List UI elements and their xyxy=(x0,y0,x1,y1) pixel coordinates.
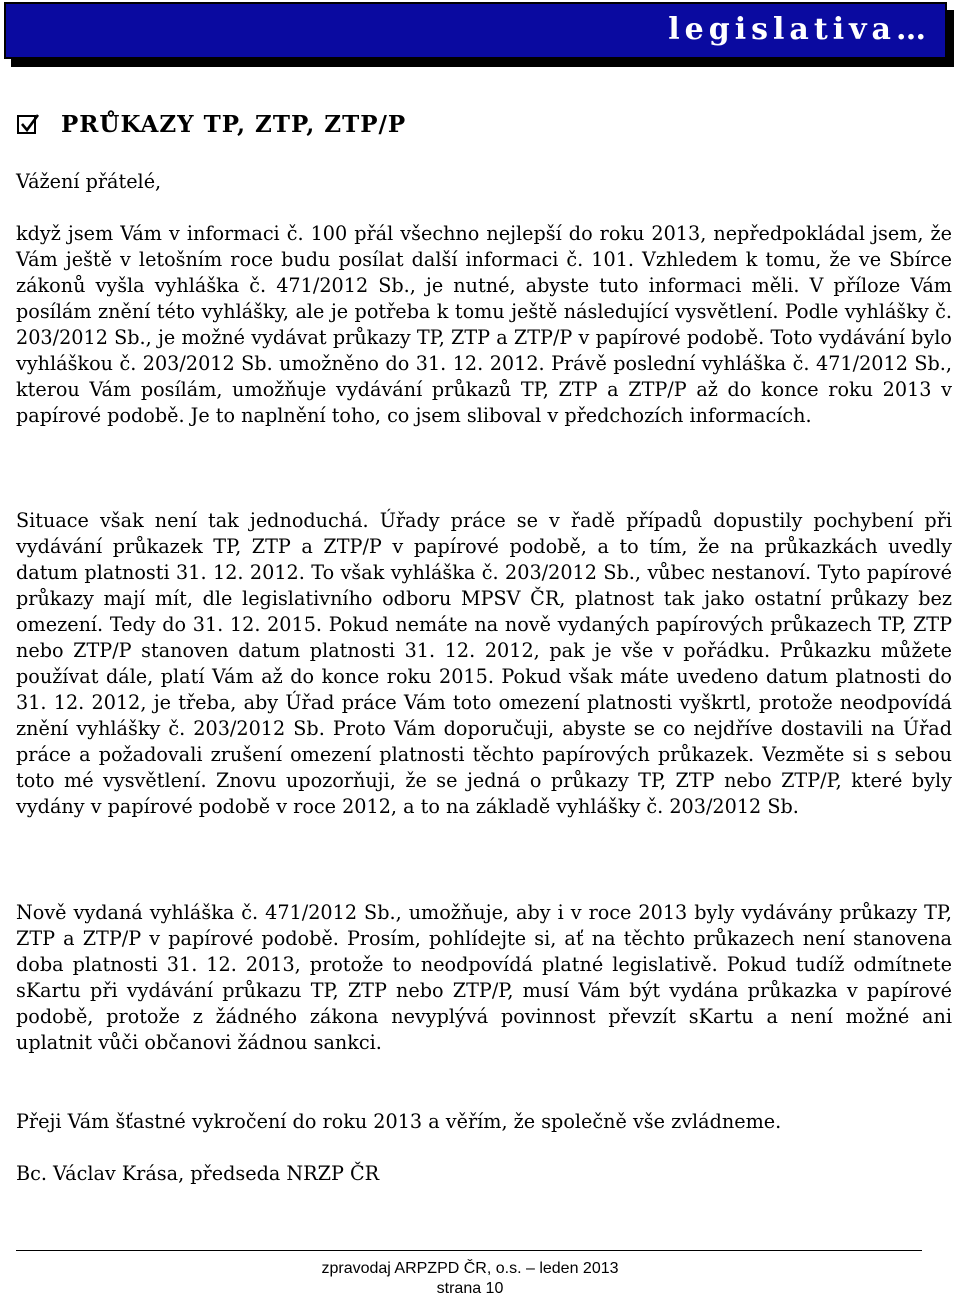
greeting: Vážení přátelé, xyxy=(16,170,162,193)
checkbox-checked-icon xyxy=(17,115,36,134)
body-paragraph-3: Nově vydaná vyhláška č. 471/2012 Sb., umožňuje, aby i v roce 2013 byly vydávány průkazy TP, ZTP a ZTP/P v papírové podobě. Prosím, pohlídejte si, ať na těchto průkazech není stanovena doba platnosti 31. 12. 2013, protože to neodpovídá platné legislativě. Pokud tudíž odmítnete sKartu při vydávání průkazu TP, ZTP nebo ZTP/P, musí Vám být vydána průkazka v papírové podobě, protože z žádného zákona nevyplývá povinnost převzít sKartu a není možné ani uplatnit vůči občanovi žádnou sankci. xyxy=(16,901,952,1054)
footer-page-number: strana 10 xyxy=(436,1280,504,1297)
footer-publication: zpravodaj ARPZPD ČR, o.s. – leden 2013 xyxy=(321,1260,619,1277)
article-title: PRŮKAZY TP, ZTP, ZTP/P xyxy=(61,110,407,138)
section-banner xyxy=(4,2,947,59)
closing-wish: Přeji Vám šťastné vykročení do roku 2013 a věřím, že společně vše zvládneme. xyxy=(16,1110,782,1133)
footer-divider xyxy=(16,1250,922,1251)
banner-title: legislativa… xyxy=(668,12,931,47)
signature: Bc. Václav Krása, předseda NRZP ČR xyxy=(16,1162,380,1185)
article-heading xyxy=(17,107,406,141)
body-paragraph-1: když jsem Vám v informaci č. 100 přál všechno nejlepší do roku 2013, nepředpokládal jsem, že Vám ještě v letošním roce budu posílat další informaci č. 101. Vzhledem k tomu, že ve Sbírce zákonů vyšla vyhláška č. 471/2012 Sb., je nutné, abyste tuto informaci měli. V příloze Vám posílám znění této vyhlášky, ale je potřeba k tomu ještě následující vysvětlení. Podle vyhlášky č. 203/2012 Sb., je možné vydávat průkazy TP, ZTP a ZTP/P v papírové podobě. Toto vydávání bylo vyhláškou č. 203/2012 Sb. umožněno do 31. 12. 2012. Právě poslední vyhláška č. 471/2012 Sb., kterou Vám posílám, umožňuje vydávání průkazů TP, ZTP a ZTP/P až do konce roku 2013 v papírové podobě. Je to naplnění toho, co jsem sliboval v předchozích informacích. xyxy=(16,222,952,427)
body-paragraph-2: Situace však není tak jednoduchá. Úřady práce se v řadě případů dopustily pochybení při vydávání průkazek TP, ZTP a ZTP/P v papírové podobě, a to tím, že na průkazkách uvedly datum platnosti 31. 12. 2012. To však vyhláška č. 203/2012 Sb., vůbec nestanoví. Tyto papírové průkazy mají mít, dle legislativního odboru MPSV ČR, platnost tak jako ostatní průkazy bez omezení. Tedy do 31. 12. 2015. Pokud nemáte na nově vydaných papírových průkazech TP, ZTP nebo ZTP/P stanoven datum platnosti 31. 12. 2012, pak je vše v pořádku. Průkazku můžete používat dále, platí Vám až do konce roku 2015. Pokud však máte uvedeno datum platnosti do 31. 12. 2012, je třeba, aby Úřad práce Vám toto omezení platnosti vyškrtl, protože neodpovídá znění vyhlášky č. 203/2012 Sb. Proto Vám doporučuji, abyste se co nejdříve dostavili na Úřad práce a požadovali zrušení omezení platnosti těchto papírových průkazek. Vezměte si s sebou toto mé vysvětlení. Znovu upozorňuji, že se jedná o průkazy TP, ZTP nebo ZTP/P, které byly vydány v papírové podobě v roce 2012, a to na základě vyhlášky č. 203/2012 Sb. xyxy=(16,509,952,818)
